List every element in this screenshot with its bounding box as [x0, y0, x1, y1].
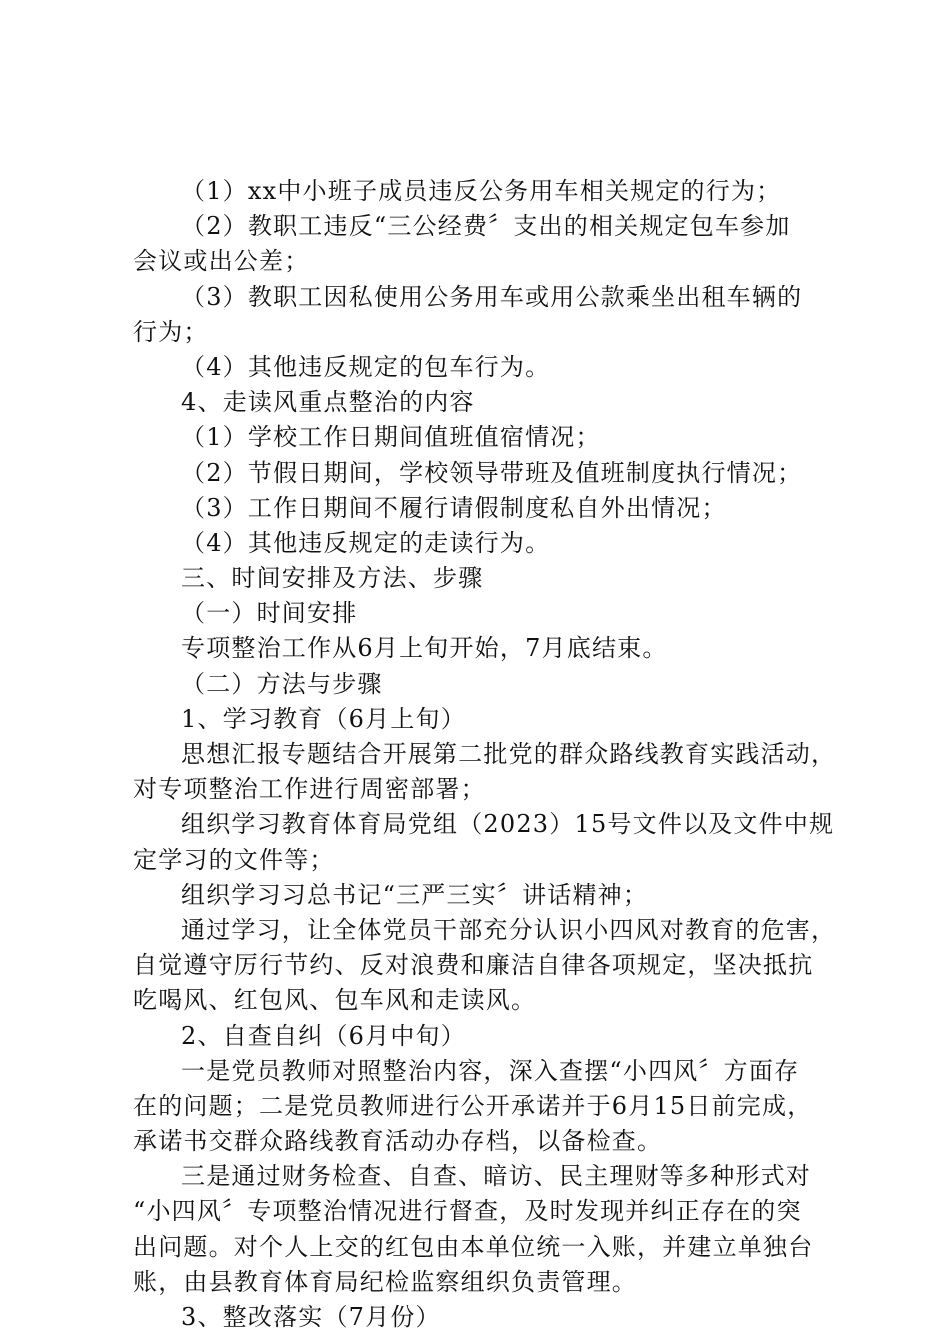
text-line: （2）节假日期间，学校领导带班及值班制度执行情况；	[181, 458, 803, 487]
text-line: （4）其他违反规定的走读行为。	[181, 528, 551, 557]
text-line: “小四风〞专项整治情况进行督查，及时发现并纠正存在的突	[133, 1197, 802, 1226]
text-line: （3）工作日期间不履行请假制度私自外出情况；	[181, 493, 727, 522]
text-line: 账，由县教育体育局纪检监察组织负责管理。	[133, 1267, 637, 1296]
text-line: 吃喝风、红包风、包车风和走读风。	[133, 986, 537, 1015]
text-line: （1）xx中小班子成员违反公务用车相关规定的行为；	[181, 177, 782, 205]
text-line: 思想汇报专题结合开展第二批党的群众路线教育实践活动，	[181, 740, 837, 768]
subsection-heading: （二）方法与步骤	[181, 669, 383, 698]
text-line: 在的问题；二是党员教师进行公开承诺并于6月15日前完成，	[133, 1091, 813, 1120]
text-line: （4）其他违反规定的包车行为。	[181, 352, 551, 381]
text-line: 一是党员教师对照整治内容，深入查摆“小四风〞方面存	[181, 1056, 800, 1085]
step-heading: 1、学习教育（6月上旬）	[181, 704, 466, 733]
text-line: 自觉遵守厉行节约、反对浪费和廉洁自律各项规定，坚决抵抗	[133, 951, 814, 980]
document-body	[133, 174, 837, 1335]
text-line: 组织学习习总书记“三严三实〞讲话精神；	[181, 880, 649, 909]
section-heading: 4、走读风重点整治的内容	[181, 388, 475, 417]
section-heading: 三、时间安排及方法、步骤	[181, 564, 484, 593]
text-line: 出问题。对个人上交的红包由本单位统一入账，并建立单独台	[133, 1232, 814, 1261]
text-line: 专项整治工作从6月上旬开始，7月底结束。	[181, 634, 668, 663]
text-line: 行为；	[133, 317, 209, 346]
text-line: 组织学习教育体育局党组（2023）15号文件以及文件中规	[181, 810, 835, 839]
step-heading: 2、自查自纠（6月中旬）	[181, 1021, 466, 1050]
text-line: （3）教职工因私使用公务用车或用公款乘坐出租车辆的	[181, 282, 803, 311]
text-line: 对专项整治工作进行周密部署；	[133, 775, 486, 804]
text-line: （2）教职工违反“三公经费〞支出的相关规定包车参加	[181, 212, 791, 241]
text-line: 承诺书交群众路线教育活动办存档，以备检查。	[133, 1127, 663, 1156]
step-heading: 3、整改落实（7月份）	[181, 1303, 441, 1331]
text-line: 通过学习，让全体党员干部充分认识小四风对教育的危害，	[181, 915, 837, 944]
text-line: 会议或出公差；	[133, 247, 310, 276]
text-line: 三是通过财务检查、自查、暗访、民主理财等多种形式对	[181, 1162, 811, 1191]
subsection-heading: （一）时间安排	[181, 599, 358, 628]
text-line: 定学习的文件等；	[133, 845, 335, 874]
text-line: （1）学校工作日期间值班值宿情况；	[181, 423, 601, 452]
